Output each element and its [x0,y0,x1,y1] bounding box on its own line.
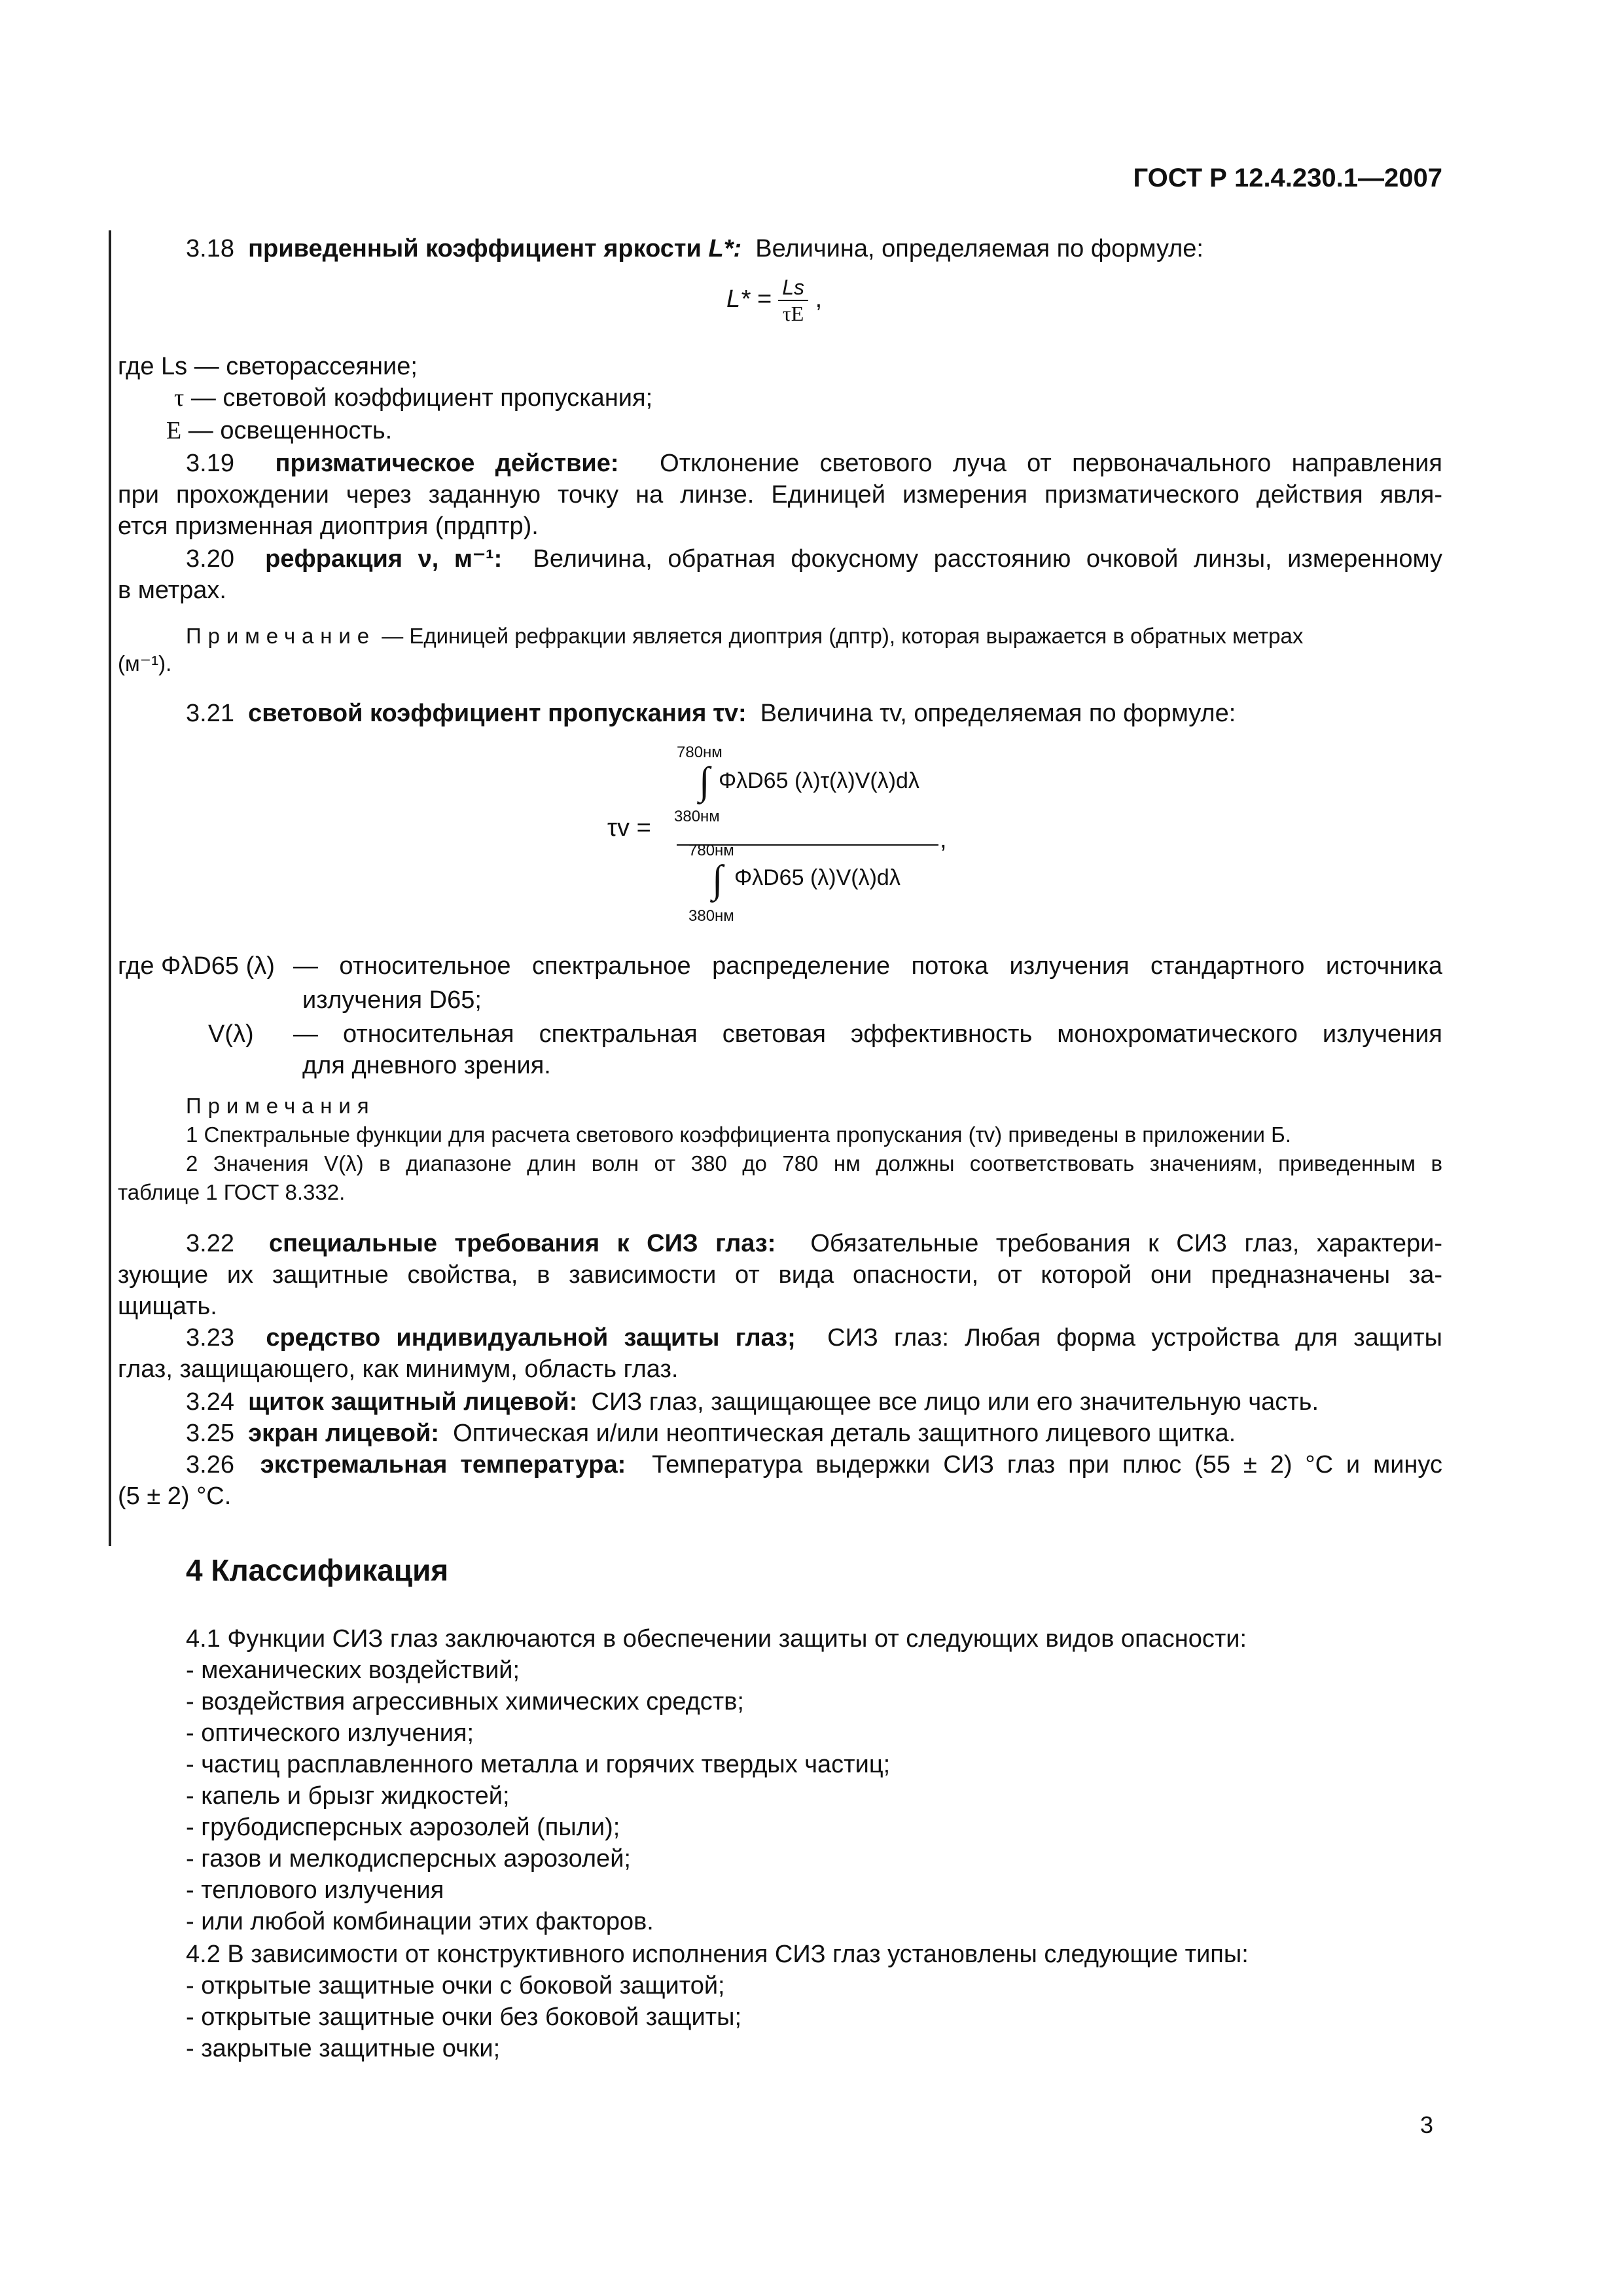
where-1 [118,351,418,382]
where-v-symbol: V(λ) [208,1020,254,1048]
clause-number: 3.22 [186,1230,234,1257]
where-phi-symbol: где ΦλD65 (λ) [118,952,275,980]
clause-4-2: 4.2 В зависимости от конструктивного исполнения СИЗ глаз установлены следующие типы: [186,1941,1249,1968]
clause-3-19-line2: при прохождении через заданную точку на линзе. Единицей измерения призматического действия явля- [118,481,1442,509]
term-symbol: L*: [708,235,742,262]
clause-3-26-line1 [186,1449,1442,1480]
lower-limit: 380нм [674,808,720,825]
term: специальные требования к СИЗ глаз: [268,1230,776,1257]
where-symbol: где Ls [118,353,188,380]
where-phi-line1: — относительное спектральное распределение потока излучения стандартного источника [293,952,1442,980]
formula-comma: , [940,826,947,853]
clause-text: Величина, определяемая по формуле: [755,235,1204,262]
term: средство индивидуальной защиты глаз; [266,1324,796,1352]
denominator-expression: ΦλD65 (λ)V(λ)dλ [734,865,901,890]
note-2-line2: таблице 1 ГОСТ 8.332. [118,1180,346,1204]
formula-numerator: Ls [778,275,808,301]
term: призматическое действие: [275,450,619,477]
integral-icon: ∫ [699,759,710,802]
clause-text: СИЗ глаз, защищающее все лицо или его значительную часть. [591,1388,1319,1416]
clause-3-24 [186,1386,1319,1418]
hazard-list [186,1655,890,1937]
clause-text: Обязательные требования к СИЗ глаз, характери- [810,1230,1442,1257]
clause-text: Отклонение светового луча от первоначального направления [660,450,1442,477]
clause-3-21 [186,698,1236,729]
clause-3-19-line1 [186,448,1442,479]
clause-number: 3.21 [186,700,234,727]
term: щиток защитный лицевой: [248,1388,578,1416]
list-item: - открытые защитные очки с боковой защитой; [186,1972,725,2000]
note-3-20 [186,622,1303,651]
revision-bar [109,230,111,1546]
note-2: 2 Значения V(λ) в диапазоне длин волн от 380 до 780 нм должны соответствовать значениям, приведенным в [186,1151,1442,1175]
where-3 [166,415,392,446]
clause-3-20-line2: в метрах. [118,577,226,604]
formula-fraction [778,275,808,326]
term: экстремальная температура: [260,1451,626,1479]
clause-number: 3.18 [186,235,234,262]
clause-text: Температура выдержки СИЗ глаз при плюс (55 ± 2) °С и минус [652,1451,1442,1479]
where-symbol: E [166,417,182,444]
formula-comma: , [815,285,823,314]
where-desc: — световой коэффициент пропускания; [190,384,653,412]
term: приведенный коэффициент яркости [248,235,702,262]
where-phi-line2: излучения D65; [302,986,482,1014]
term: экран лицевой: [248,1420,440,1447]
list-item: - газов и мелкодисперсных аэрозолей; [186,1845,631,1873]
clause-number: 3.24 [186,1388,234,1416]
formula-lhs: L* = [726,285,772,314]
clause-number: 3.25 [186,1420,234,1447]
note-1: 1 Спектральные функции для расчета светового коэффициента пропускания (τv) приведены в приложении Б. [186,1122,1291,1147]
clause-4-1: 4.1 Функции СИЗ глаз заключаются в обеспечении защиты от следующих видов опасности: [186,1625,1247,1653]
list-item: - капель и брызг жидкостей; [186,1782,510,1810]
list-item: - воздействия агрессивных химических средств; [186,1688,744,1715]
standard-header: ГОСТ Р 12.4.230.1—2007 [1133,164,1442,192]
clause-3-19-line3: ется призменная диоптрия (прдптр). [118,512,539,540]
clause-text: СИЗ глаз: Любая форма устройства для защиты [827,1324,1442,1352]
type-list [186,1970,741,2064]
where-symbol: τ [174,384,185,412]
list-item: - механических воздействий; [186,1657,520,1684]
upper-limit: 780нм [677,744,722,761]
notes-label: Примечания [186,1094,376,1118]
clause-3-22-line2: зующие их защитные свойства, в зависимости от вида опасности, от которой они предназначены за- [118,1261,1442,1289]
clause-text: Оптическая и/или неоптическая деталь защитного лицевого щитка. [453,1420,1236,1447]
clause-3-23-line1 [186,1322,1442,1354]
note-label: Примечание [186,624,376,648]
note-3-20-line2: (м⁻¹). [118,651,172,675]
list-item: - открытые защитные очки без боковой защиты; [186,2003,742,2031]
list-item: - частиц расплавленного металла и горячих твердых частиц; [186,1751,891,1778]
list-item: - или любой комбинации этих факторов. [186,1908,654,1935]
integral-icon: ∫ [712,857,723,901]
clause-number: 3.26 [186,1451,234,1479]
where-2 [174,382,652,414]
clause-number: 3.20 [186,545,234,573]
upper-limit: 780нм [688,842,734,859]
clause-3-20-line1 [186,543,1442,575]
lower-limit: 380нм [688,907,734,925]
clause-number: 3.19 [186,450,234,477]
clause-3-25 [186,1418,1236,1449]
list-item: - теплового излучения [186,1876,444,1904]
list-item: - грубодисперсных аэрозолей (пыли); [186,1814,620,1841]
formula-denominator: τE [782,302,804,325]
clause-text: Величина, обратная фокусному расстоянию очковой линзы, измеренному [533,545,1443,573]
clause-text: Величина τv, определяемая по формуле: [760,700,1236,727]
clause-3-22-line3: щищать. [118,1293,217,1320]
formula-luminance [726,275,822,326]
list-item: - оптического излучения; [186,1719,474,1747]
where-desc: — освещенность. [188,417,393,444]
where-v-line1: — относительная спектральная световая эффективность монохроматического излучения [293,1020,1442,1048]
term: световой коэффициент пропускания τv: [248,700,747,727]
where-desc: — светорассеяние; [194,353,418,380]
clause-3-26-line2: (5 ± 2) °С. [118,1482,232,1510]
clause-3-23-line2: глаз, защищающего, как минимум, область глаз. [118,1355,679,1383]
page-number: 3 [1420,2111,1434,2138]
note-text: — Единицей рефракции является диоптрия (дптр), которая выражается в обратных метрах [382,624,1304,648]
list-item: - закрытые защитные очки; [186,2035,501,2062]
clause-number: 3.23 [186,1324,234,1352]
term: рефракция ν, м⁻¹: [265,545,503,573]
numerator-expression: ΦλD65 (λ)τ(λ)V(λ)dλ [719,768,919,793]
clause-3-22-line1 [186,1228,1442,1259]
clause-3-18 [186,233,1204,264]
formula-lhs-tau: τv = [607,814,651,842]
where-v-line2: для дневного зрения. [302,1052,551,1079]
section-title: 4 Классификация [186,1553,449,1587]
